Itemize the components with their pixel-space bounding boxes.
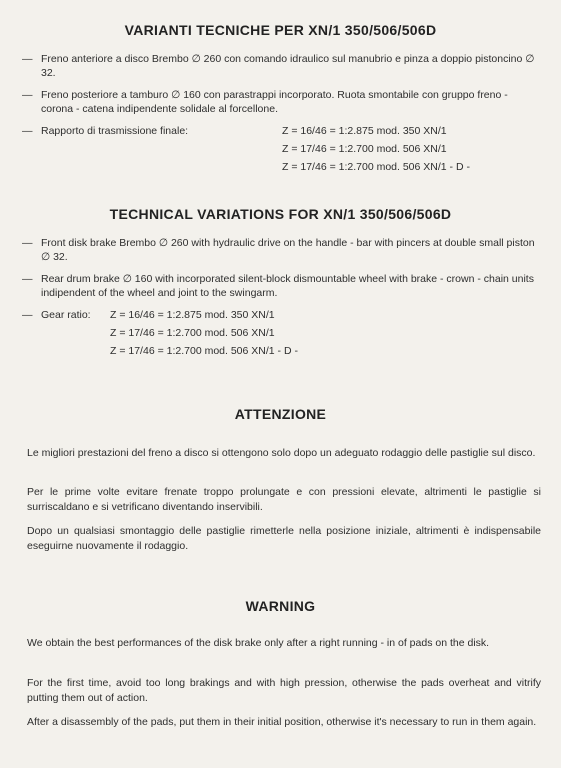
english-ratio-row-1: Z = 16/46 = 1:2.875 mod. 350 XN/1 — [110, 309, 275, 321]
bullet-dash: — — [22, 273, 33, 285]
ratio-label: Gear ratio: — [41, 309, 91, 321]
english-section-title: TECHNICAL VARIATIONS FOR XN/1 350/506/506D — [109, 206, 452, 222]
bullet-dash: — — [22, 53, 33, 65]
warning-title: WARNING — [245, 598, 316, 614]
english-ratio-row-2: Z = 17/46 = 1:2.700 mod. 506 XN/1 — [110, 327, 275, 339]
bullet-dash: — — [22, 309, 33, 321]
italian-section-title: VARIANTI TECNICHE PER XN/1 350/506/506D — [124, 22, 437, 38]
attenzione-paragraph-1: Le migliori prestazioni del freno a disco si ottengono solo dopo un adeguato rodaggio delle pastiglie sul disco. — [27, 447, 536, 459]
bullet-dash: — — [22, 125, 33, 137]
item-text: Freno posteriore a tamburo ∅ 160 con parastrappi incorporato. Ruota smontabile con gruppo freno - corona - catena indipendente solidale al forcellone. — [41, 89, 508, 115]
bullet-dash: — — [22, 237, 33, 249]
item-text: Front disk brake Brembo ∅ 260 with hydraulic drive on the handle - bar with pincers at double small piston ∅ 32. — [41, 237, 535, 263]
italian-ratio-row-2: Z = 17/46 = 1:2.700 mod. 506 XN/1 — [282, 143, 447, 155]
bullet-dash: — — [22, 89, 33, 101]
english-ratio-row-3: Z = 17/46 = 1:2.700 mod. 506 XN/1 - D - — [110, 345, 298, 357]
italian-ratio-row-3: Z = 17/46 = 1:2.700 mod. 506 XN/1 - D - — [282, 161, 470, 173]
ratio-label: Rapporto di trasmissione finale: — [41, 125, 189, 137]
warning-paragraph-2: For the first time, avoid too long brakings and with high pression, otherwise the pads overheat and vitrify putting them out of action. — [27, 677, 541, 704]
attenzione-title: ATTENZIONE — [234, 406, 327, 422]
warning-paragraph-3: After a disassembly of the pads, put them in their initial position, otherwise it's necessary to run in them again. — [27, 716, 537, 728]
italian-ratio-row-1: Z = 16/46 = 1:2.875 mod. 350 XN/1 — [282, 125, 447, 137]
attenzione-paragraph-3: Dopo un qualsiasi smontaggio delle pastiglie rimetterle nella posizione iniziale, altrimenti è indispensabile eseguirne nuovamente il rodaggio. — [27, 525, 541, 552]
warning-paragraph-1: We obtain the best performances of the disk brake only after a right running - in of pads on the disk. — [27, 637, 490, 649]
attenzione-paragraph-2: Per le prime volte evitare frenate troppo prolungate e con pressioni elevate, altrimenti le pastiglie si surriscaldano e si vetrificano diventando inservibili. — [27, 486, 541, 513]
item-text: Freno anteriore a disco Brembo ∅ 260 con comando idraulico sul manubrio e pinza a doppio pistoncino ∅ 32. — [41, 53, 535, 79]
item-text: Rear drum brake ∅ 160 with incorporated silent-block dismountable wheel with brake - crown - chain units indipendent of the wheel and joint to the swingarm. — [41, 273, 534, 299]
